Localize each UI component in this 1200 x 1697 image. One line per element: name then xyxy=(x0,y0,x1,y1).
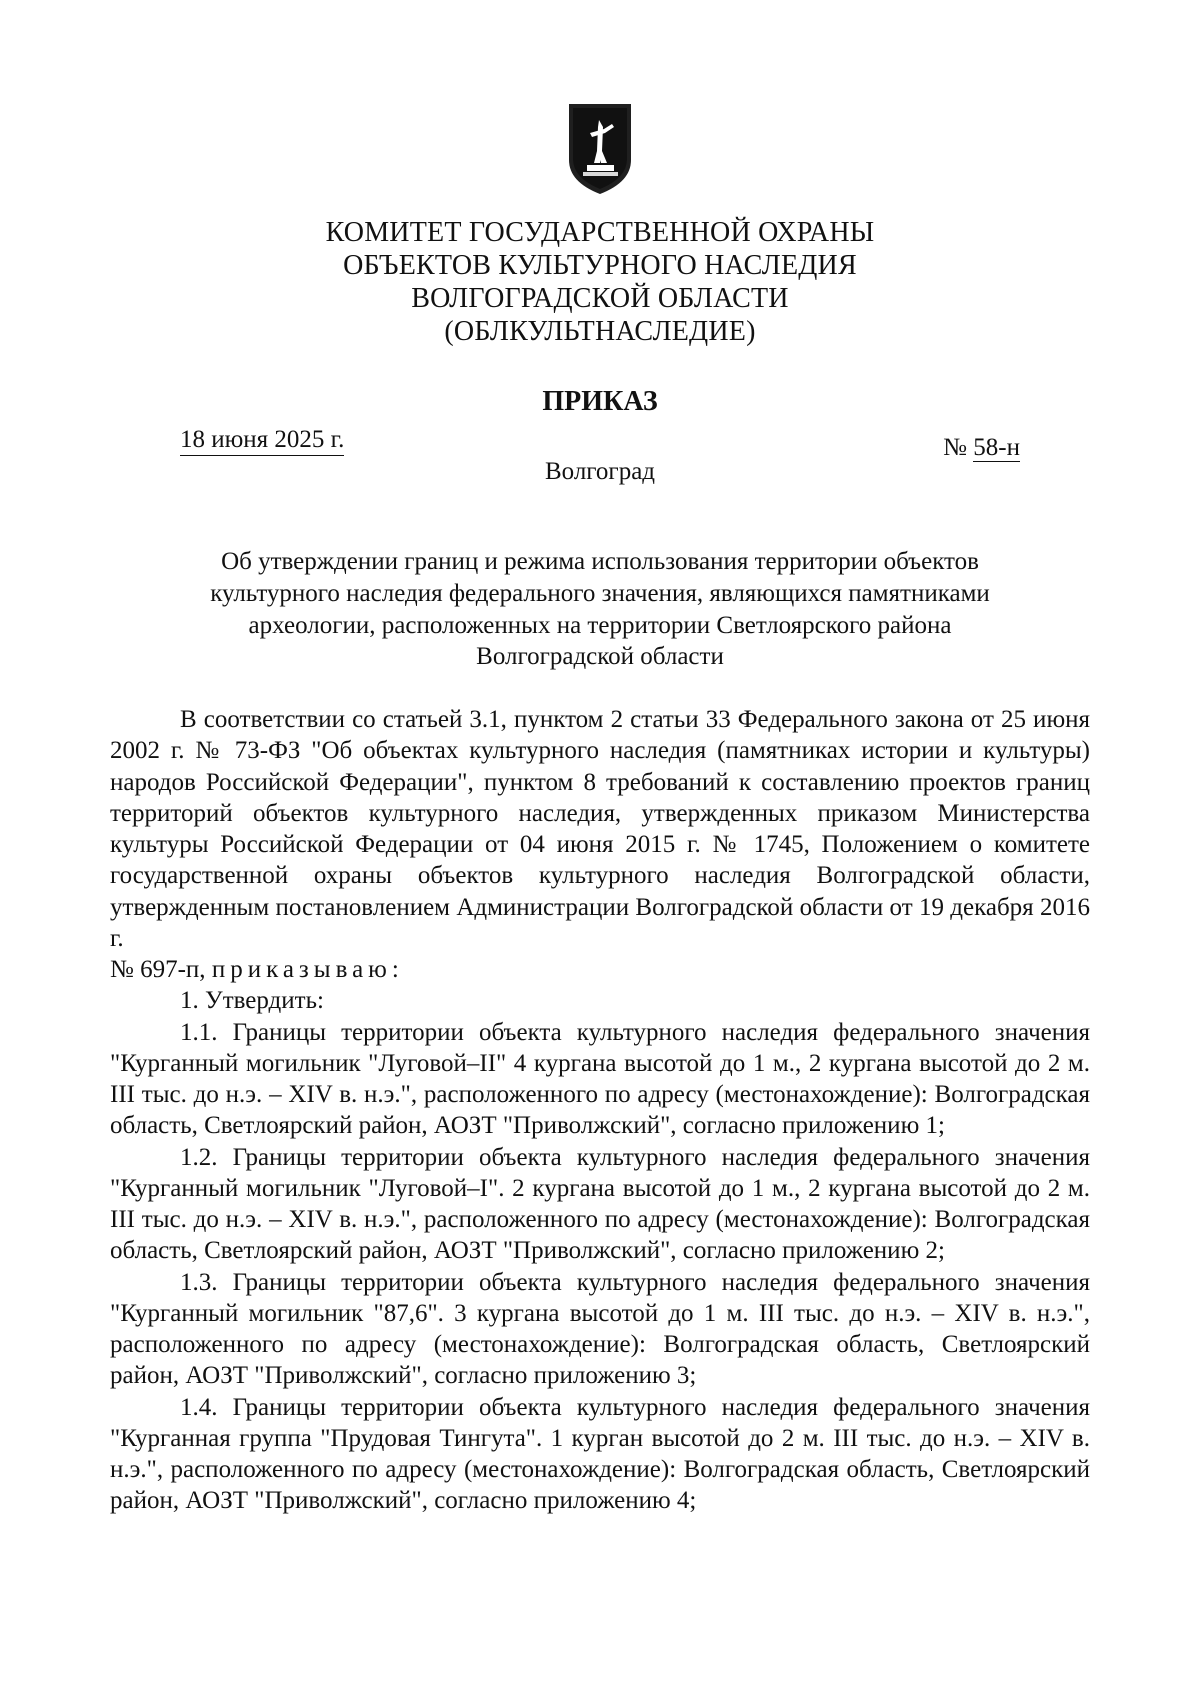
item-1: 1. Утвердить: xyxy=(180,987,324,1015)
organization-line-4: (ОБЛКУЛЬТНАСЛЕДИЕ) xyxy=(444,316,756,348)
order-body xyxy=(110,704,1090,1517)
item-1-4: 1.4. Границы территории объекта культурного наследия федерального значения "Курганная группа "Прудовая Тингута". 1 курган высотой до 2 м. III тыс. до н.э. – XIV в. н.э.", расположенного по адресу (местонахождение): Волгоградская область, Светлоярский район, АОЗТ "Приволжский", согласно приложению 4; xyxy=(110,1393,1090,1515)
organization-line-3: ВОЛГОГРАДСКОЙ ОБЛАСТИ xyxy=(411,283,789,315)
order-city: Волгоград xyxy=(544,458,656,486)
order-title: ПРИКАЗ xyxy=(542,386,658,418)
subject-line-1: Об утверждении границ и режима использования территории объектов xyxy=(221,548,979,576)
organization-line-2: ОБЪЕКТОВ КУЛЬТУРНОГО НАСЛЕДИЯ xyxy=(343,250,857,282)
preamble-tail-spaced: приказываю: xyxy=(211,956,404,984)
order-number xyxy=(943,434,1020,462)
subject-line-3: археологии, расположенных на территории Светлоярского района xyxy=(248,611,952,639)
order-meta-row xyxy=(110,426,1090,488)
document-header xyxy=(110,216,1090,348)
order-subject xyxy=(150,546,1050,673)
item-1-3: 1.3. Границы территории объекта культурного наследия федерального значения "Курганный могильник "87,6". 3 кургана высотой до 1 м. III тыс. до н.э. – XIV в. н.э.", расположенного по адресу (местонахождение): Волгоградская область, Светлоярский район, АОЗТ "Приволжский", согласно приложению 3; xyxy=(110,1268,1090,1390)
emblem-wrap xyxy=(110,102,1090,196)
subject-line-2: культурного наследия федерального значения, являющихся памятниками xyxy=(210,579,990,607)
order-date: 18 июня 2025 г. xyxy=(180,426,344,456)
preamble-tail-prefix: № 697-п, xyxy=(110,956,212,984)
order-number-value: 58-н xyxy=(973,434,1020,462)
preamble-paragraph xyxy=(110,704,1090,954)
subject-line-4: Волгоградской области xyxy=(476,643,724,671)
regional-emblem-icon xyxy=(559,102,641,196)
item-1-2: 1.2. Границы территории объекта культурного наследия федерального значения "Курганный могильник "Луговой–I". 2 кургана высотой до 1 м., 2 кургана высотой до 2 м. III тыс. до н.э. – XIV в. н.э.", расположенного по адресу (местонахождение): Волгоградская область, Светлоярский район, АОЗТ "Приволжский", согласно приложению 2; xyxy=(110,1143,1090,1265)
order-number-prefix: № xyxy=(943,434,968,462)
item-1-1: 1.1. Границы территории объекта культурного наследия федерального значения "Курганный могильник "Луговой–II" 4 кургана высотой до 1 м., 2 кургана высотой до 2 м. III тыс. до н.э. – XIV в. н.э.", расположенного по адресу (местонахождение): Волгоградская область, Светлоярский район, АОЗТ "Приволжский", согласно приложению 1; xyxy=(110,1018,1090,1140)
preamble-text: В соответствии со статьей 3.1, пунктом 2 статьи 33 Федерального закона от 25 июня 2002 г. № 73-ФЗ "Об объектах культурного наследия (памятниках истории и культуры) народов Российской Федерации", пунктом 8 требований к составлению проектов границ территорий объектов культурного наследия, утвержденных приказом Министерства культуры Российской Федерации от 04 июня 2015 г. № 1745, Положением о комитете государственной охраны объектов культурного наследия Волгоградской области, утвержденным постановлением Администрации Волгоградской области от 19 декабря 2016 г. xyxy=(110,706,1090,952)
organization-line-1: КОМИТЕТ ГОСУДАРСТВЕННОЙ ОХРАНЫ xyxy=(325,217,875,248)
preamble-tail xyxy=(110,954,1090,985)
